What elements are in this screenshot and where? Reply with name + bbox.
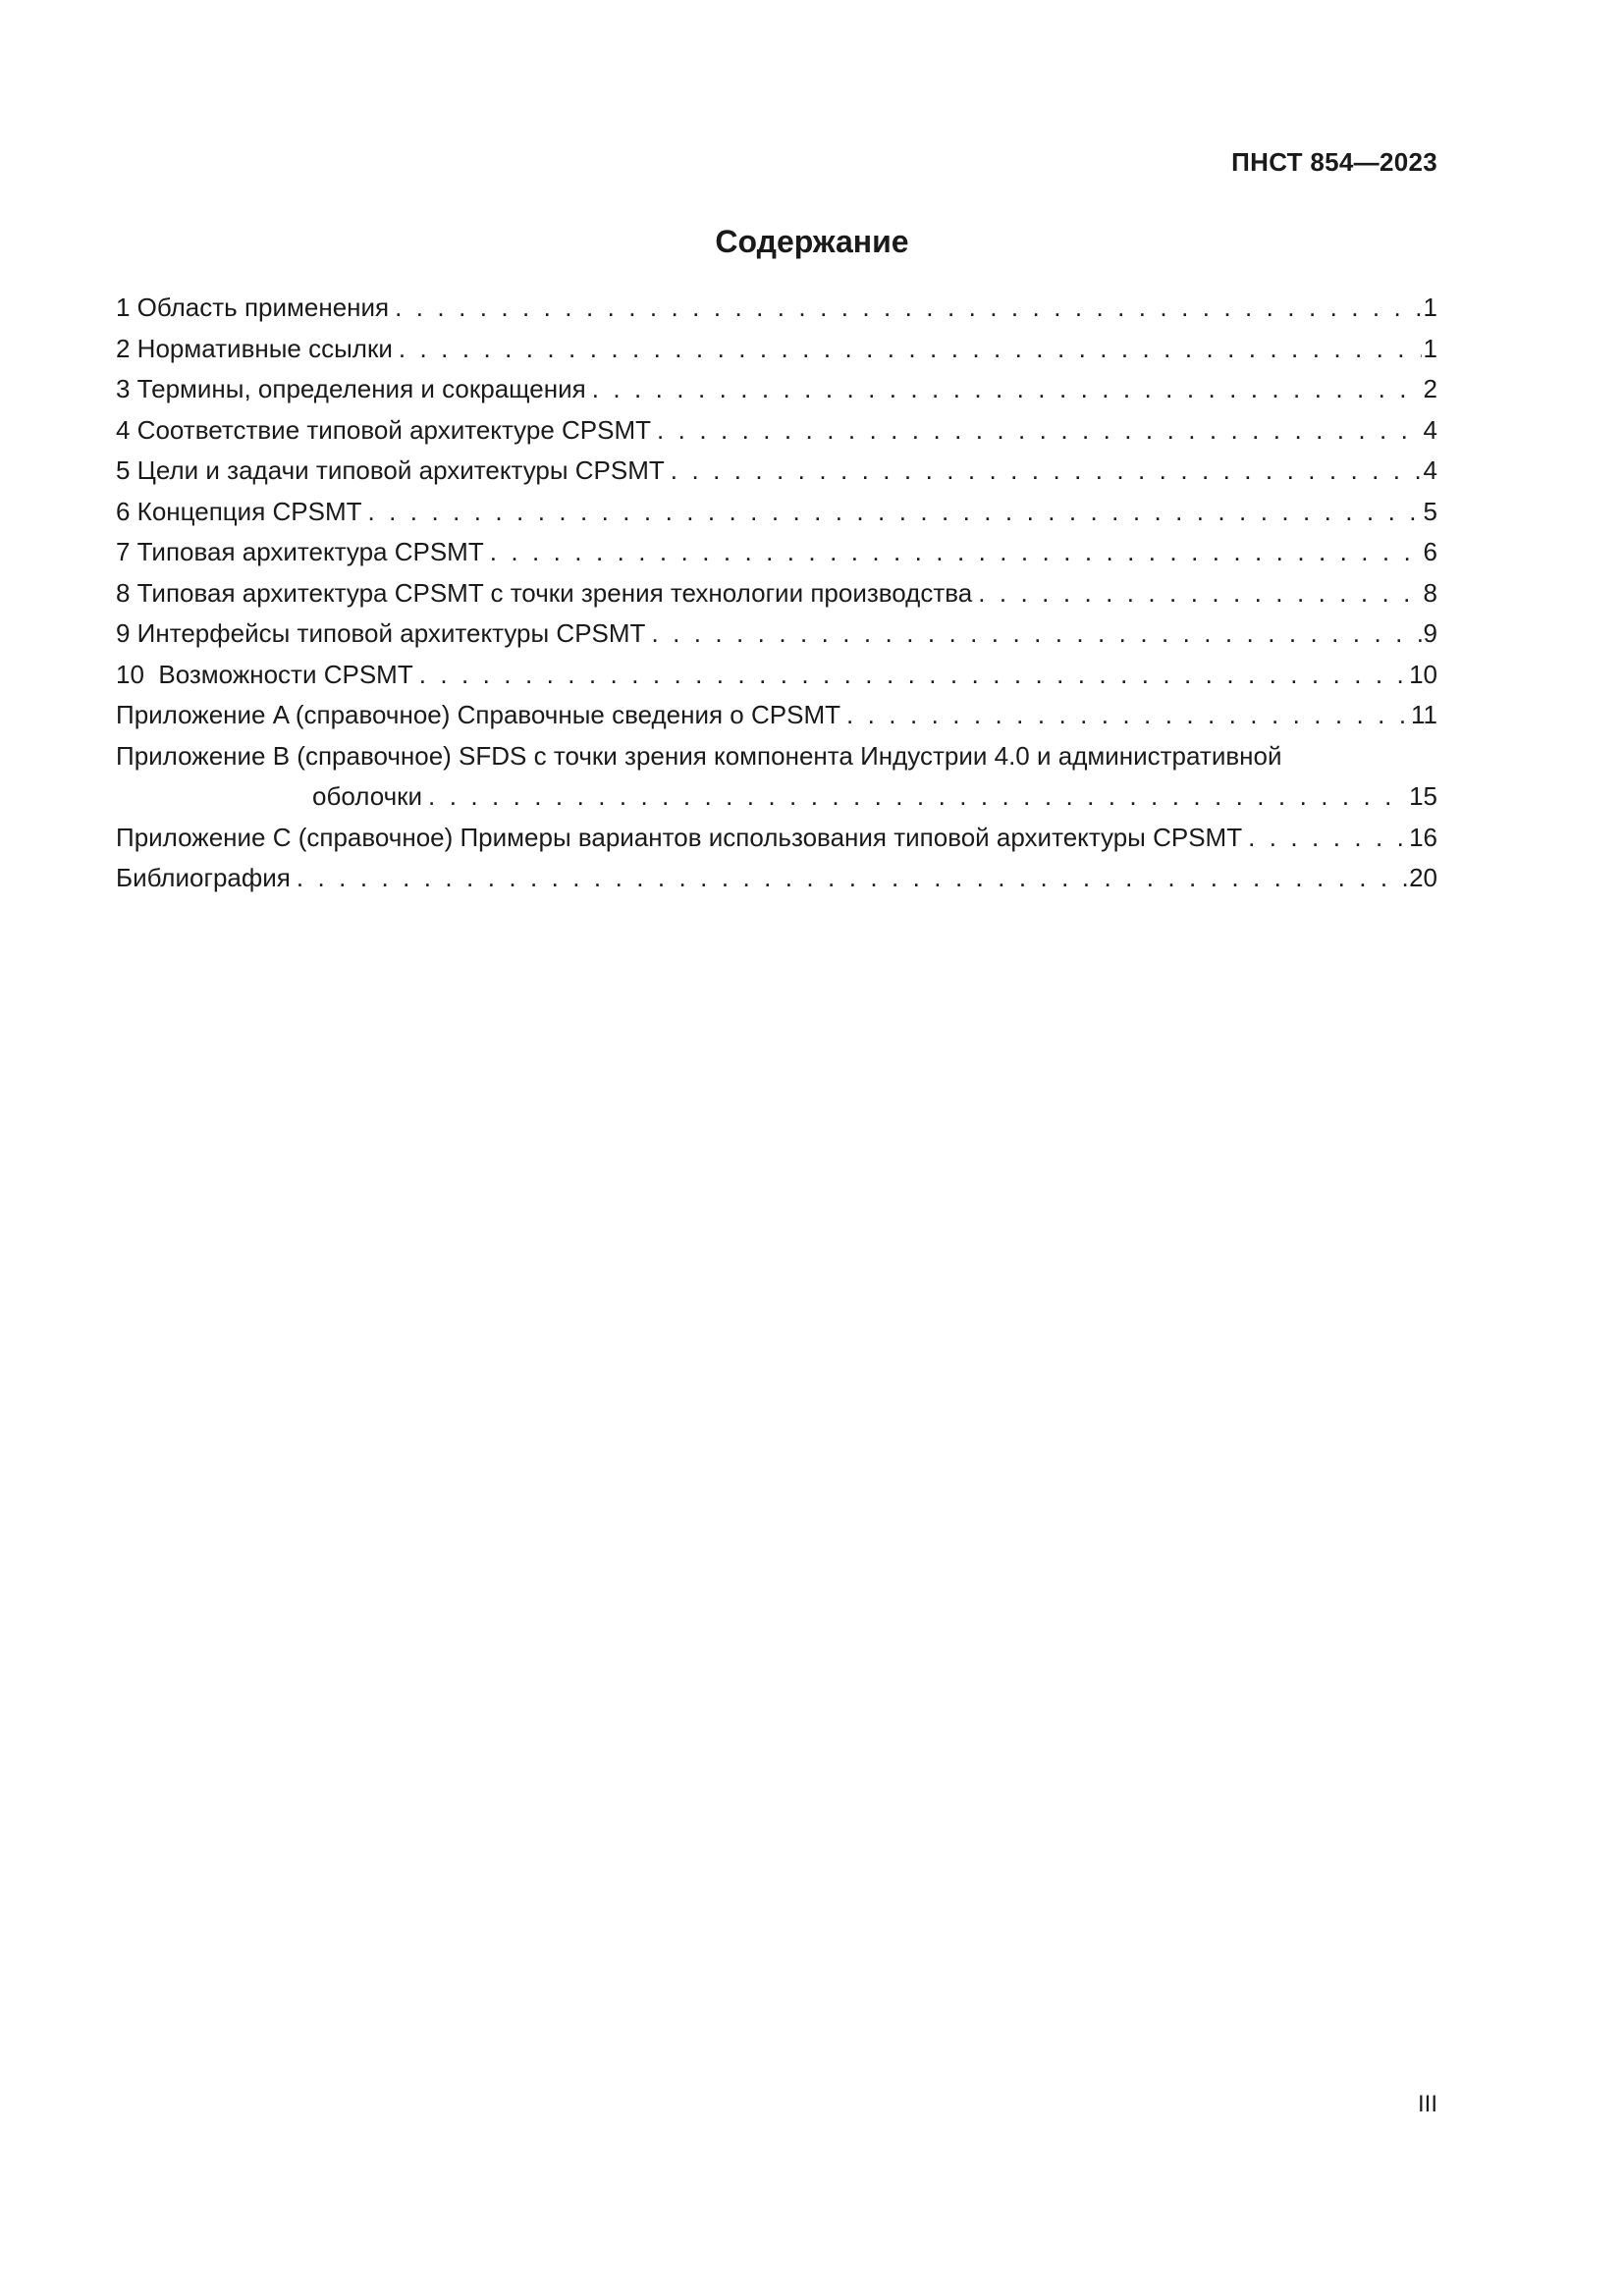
toc-dot-leader <box>671 451 1422 492</box>
toc-entry-appendix-b[interactable] <box>116 736 1437 818</box>
toc-entry-6[interactable] <box>116 492 1437 533</box>
toc-entry-10[interactable] <box>116 655 1437 696</box>
toc-dot-leader <box>1248 818 1407 859</box>
toc-entry-appendix-c[interactable] <box>116 818 1437 859</box>
toc-entry-page: 15 <box>1409 781 1437 811</box>
toc-entry-page: 9 <box>1423 618 1437 648</box>
page-number: III <box>1417 2091 1437 2117</box>
toc-dot-leader <box>419 655 1407 696</box>
toc-dot-leader <box>592 369 1422 410</box>
toc-dot-leader <box>297 858 1407 899</box>
toc-entry-3[interactable] <box>116 369 1437 410</box>
toc-entry-label: 4 Соответствие типовой архитектуре CPSMT <box>116 414 652 445</box>
toc-dot-leader <box>428 776 1407 818</box>
toc-entry-label: Приложение B (справочное) SFDS с точки зрения компонента Индустрии 4.0 и административной <box>116 740 1282 771</box>
toc-title: Содержание <box>715 224 909 259</box>
toc-entry-page: 10 <box>1409 659 1437 689</box>
toc-entry-9[interactable] <box>116 614 1437 655</box>
toc-entry-label: Приложение C (справочное) Примеры вариантов использования типовой архитектуры CPSMT <box>116 822 1243 852</box>
table-of-contents <box>116 288 1437 899</box>
toc-entry-appendix-a[interactable] <box>116 695 1437 736</box>
toc-entry-label: 2 Нормативные ссылки <box>116 333 393 363</box>
toc-dot-leader <box>490 532 1422 573</box>
toc-entry-label: 6 Концепция CPSMT <box>116 496 362 526</box>
toc-entry-5[interactable] <box>116 451 1437 492</box>
toc-entry-7[interactable] <box>116 532 1437 573</box>
toc-entry-label: 3 Термины, определения и сокращения <box>116 374 586 403</box>
toc-dot-leader <box>399 329 1422 370</box>
document-code: ПНСТ 854—2023 <box>1231 147 1437 177</box>
toc-dot-leader <box>657 410 1422 452</box>
toc-entry-label-continuation: оболочки <box>312 781 423 811</box>
toc-entry-label: 1 Область применения <box>116 293 390 322</box>
toc-entry-4[interactable] <box>116 410 1437 452</box>
toc-entry-page: 4 <box>1423 455 1437 485</box>
toc-entry-label: 10 Возможности CPSMT <box>116 659 413 689</box>
toc-entry-page: 4 <box>1423 414 1437 445</box>
toc-entry-label: 5 Цели и задачи типовой архитектуры CPSMT <box>116 455 665 485</box>
toc-dot-leader <box>395 288 1421 329</box>
toc-entry-page: 5 <box>1423 496 1437 526</box>
toc-entry-8[interactable] <box>116 573 1437 614</box>
toc-entry-label: Библиография <box>116 863 291 892</box>
toc-entry-label: Приложение A (справочное) Справочные сведения о CPSMT <box>116 700 840 729</box>
toc-entry-label: 9 Интерфейсы типовой архитектуры CPSMT <box>116 618 646 648</box>
toc-entry-page: 1 <box>1423 293 1437 322</box>
toc-dot-leader <box>368 492 1422 533</box>
toc-entry-page: 6 <box>1423 537 1437 566</box>
toc-entry-page: 2 <box>1423 374 1437 403</box>
toc-entry-label: 8 Типовая архитектура CPSMT с точки зрения технологии производства <box>116 577 973 608</box>
toc-entry-page: 8 <box>1423 577 1437 608</box>
toc-entry-page: 1 <box>1423 333 1437 363</box>
toc-entry-label: 7 Типовая архитектура CPSMT <box>116 537 484 566</box>
toc-dot-leader <box>978 573 1421 614</box>
toc-entry-page: 11 <box>1411 700 1437 729</box>
toc-entry-bibliography[interactable] <box>116 858 1437 899</box>
toc-entry-2[interactable] <box>116 329 1437 370</box>
toc-entry-page: 16 <box>1409 822 1437 852</box>
toc-entry-1[interactable] <box>116 288 1437 329</box>
toc-entry-page: 20 <box>1409 863 1437 892</box>
toc-dot-leader <box>846 695 1409 736</box>
toc-dot-leader <box>651 614 1421 655</box>
